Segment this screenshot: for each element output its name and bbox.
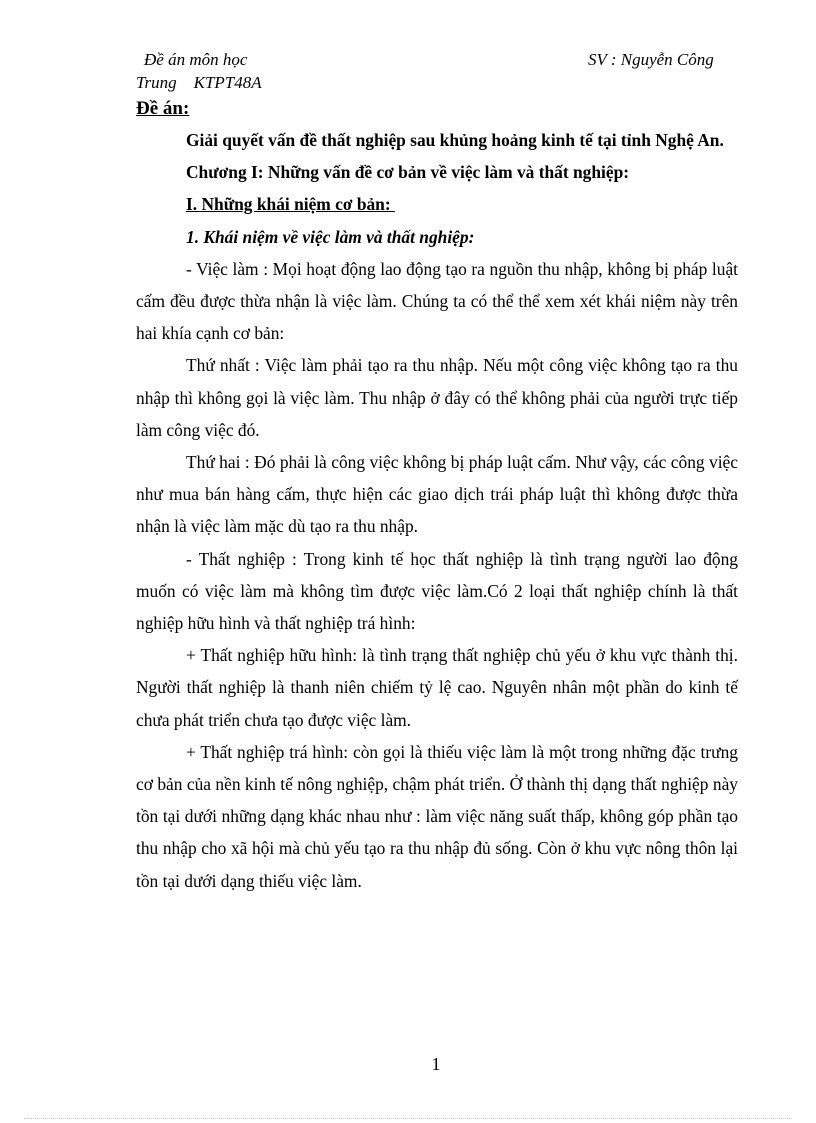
paragraph: + Thất nghiệp trá hình: còn gọi là thiếu việc làm là một trong những đặc trưng cơ bản của nền kinh tế nông nghiệp, chậm phát triển. Ở thành thị dạng thất nghiệp này tồn tại dưới những dạng khác nhau như : làm việc năng suất thấp, không góp phần tạo thu nhập cho xã hội mà chủ yếu tạo ra thu nhập đủ sống. Còn ở khu vực nông thôn lại tồn tại dưới dạng thiếu việc làm. — [136, 741, 738, 891]
paragraph: - Thất nghiệp : Trong kinh tế học thất nghiệp là tình trạng người lao động muốn có việc làm mà không tìm được việc làm.Có 2 loại thất nghiệp chính là thất nghiệp hữu hình và thất nghiệp trá hình: — [136, 548, 738, 634]
page-number: 1 — [431, 1054, 441, 1074]
section-heading — [136, 188, 738, 220]
header-course: Đề án môn học — [144, 50, 248, 69]
paragraph: Thứ hai : Đó phải là công việc không bị pháp luật cấm. Như vậy, các công việc như mua bán hàng cấm, thực hiện các giao dịch trái pháp luật thì không được thừa nhận là việc làm mặc dù tạo ra thu nhập. — [136, 452, 738, 537]
subsection-heading: 1. Khái niệm về việc làm và thất nghiệp: — [186, 226, 475, 247]
paragraph: Thứ nhất : Việc làm phải tạo ra thu nhập. Nếu một công việc không tạo ra thu nhập thì không gọi là việc làm. Thu nhập ở đây có thể không phải của người trực tiếp làm công việc đó. — [136, 355, 738, 440]
chapter-heading: Chương I: Những vấn đề cơ bản về việc làm và thất nghiệp: — [186, 162, 630, 183]
document-body — [136, 94, 738, 897]
header-student: SV : Nguyễn Công — [588, 50, 714, 69]
document-subject: Giải quyết vấn đề thất nghiệp sau khủng hoảng kinh tế tại tỉnh Nghệ An. — [186, 130, 724, 150]
header-left — [136, 48, 262, 94]
header-class: Trung KTPT48A — [136, 73, 262, 92]
document-title: Đề án: — [136, 98, 190, 119]
paragraph: + Thất nghiệp hữu hình: là tình trạng thất nghiệp chủ yếu ở khu vực thành thị. Người thất nghiệp là thanh niên chiếm tỷ lệ cao. Nguyên nhân một phần do kinh tế chưa phát triển chưa tạo được việc làm. — [136, 645, 738, 730]
section-heading-text: I. Những khái niệm cơ bản: — [186, 194, 395, 215]
paragraph: - Việc làm : Mọi hoạt động lao động tạo ra nguồn thu nhập, không bị pháp luật cấm đều được thừa nhận là việc làm. Chúng ta có thể thể xem xét khái niệm này trên hai khía cạnh cơ bản: — [136, 258, 738, 344]
page-bottom-divider — [24, 1118, 792, 1119]
